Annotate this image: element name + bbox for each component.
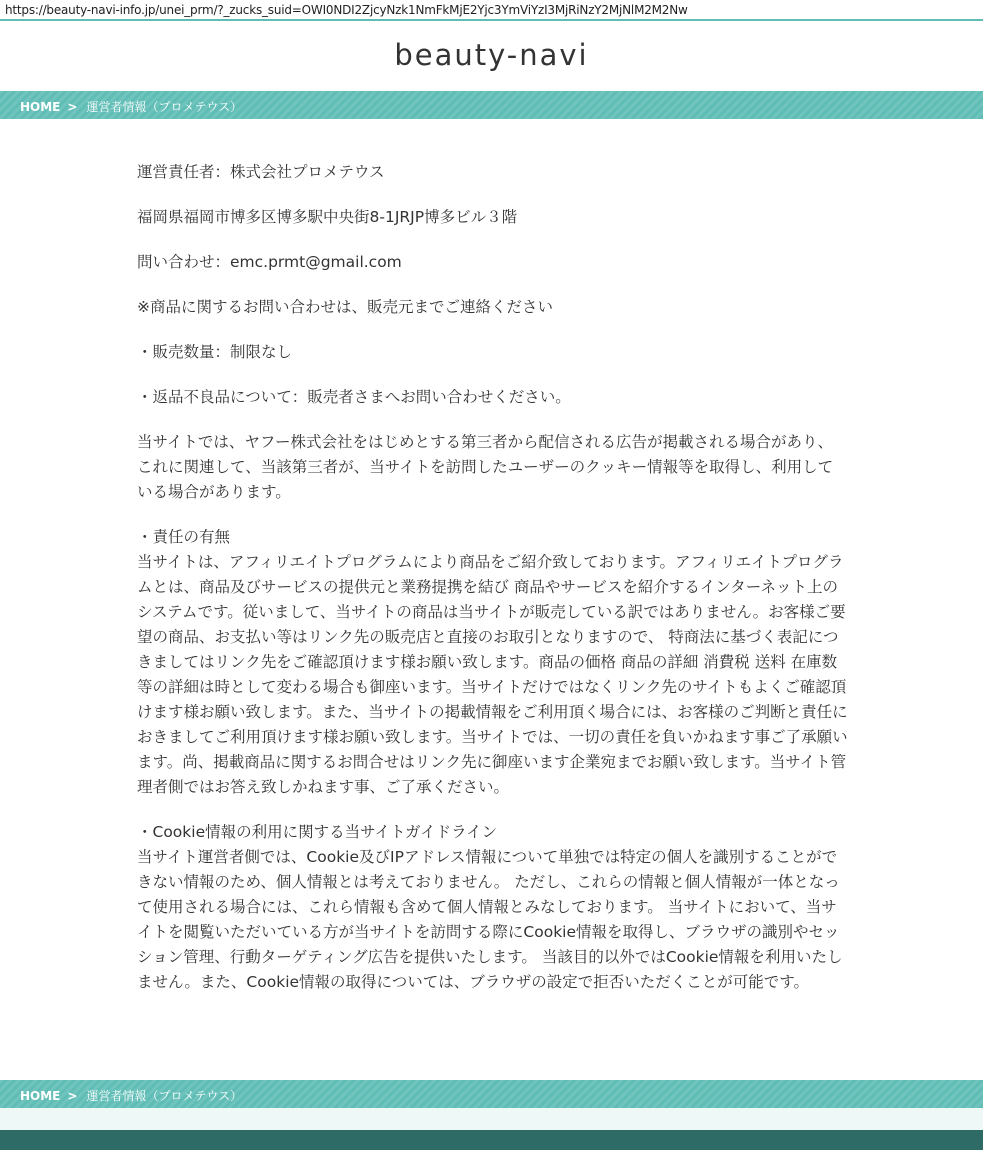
ads-paragraph: 当サイトでは、ヤフー株式会社をはじめとする第三者から配信される広告が掲載される場合があり、これに関連して、当該第三者が、当サイトを訪問したユーザーのクッキー情報等を取得し、利用している場合があります。 [137, 433, 834, 501]
footer-breadcrumb-home-link[interactable]: HOME [20, 1089, 61, 1103]
cookie-section [137, 820, 848, 995]
returns-policy: ・返品不良品について：販売者さまへお問い合わせください。 [137, 388, 571, 406]
breadcrumb [0, 91, 983, 119]
breadcrumb-current: 運営者情報（プロメテウス） [86, 100, 243, 114]
operator-name: 運営責任者：株式会社プロメテウス [137, 163, 385, 181]
sales-quantity: ・販売数量：制限なし [137, 343, 293, 361]
operator-address: 福岡県福岡市博多区博多駅中央街8-1JRJP博多ビル３階 [137, 208, 518, 226]
site-title[interactable]: beauty-navi [394, 38, 589, 72]
cookie-body: 当サイト運営者側では、Cookie及びIPアドレス情報について単独では特定の個人を識別することができない情報のため、個人情報とは考えておりません。 ただし、これらの情報と個人情報が一体となって使用される場合には、これら情報も含めて個人情報とみなしております。 当サイトにおいて、当サイトを閲覧いただいている方が当サイトを訪問する際にCookie情報を取得し、ブラウザの識別やセッション管理、行動ターゲティング広告を提供いたします。 当該目的以外ではCookie情報を利用いたしません。また、Cookie情報の取得については、ブラウザの設定で拒否いただくことが可能です。 [137, 848, 843, 991]
url-bar[interactable]: https://beauty-navi-info.jp/unei_prm/?_zucks_suid=OWI0NDI2ZjcyNzk1NmFkMjE2Yjc3YmViYzI3MjRiNzY2MjNlM2M2Nw [0, 0, 983, 21]
cookie-heading: ・Cookie情報の利用に関する当サイトガイドライン [137, 823, 498, 841]
site-footer [0, 1130, 983, 1150]
footer-breadcrumb [0, 1080, 983, 1108]
contact-email: 問い合わせ：emc.prmt@gmail.com [137, 253, 402, 271]
breadcrumb-separator: > [67, 100, 78, 114]
responsibility-heading: ・責任の有無 [137, 528, 231, 546]
responsibility-body: 当サイトは、アフィリエイトプログラムにより商品をご紹介致しております。アフィリエイトプログラムとは、商品及びサービスの提供元と業務提携を結び 商品やサービスを紹介するインターネット上のシステムです。従いまして、当サイトの商品は当サイトが販売している訳ではありません。お客様ご要望の商品、お支払い等はリンク先の販売店と直接のお取引となりますので、 特商法に基づく表記につきましてはリンク先をご確認頂けます様お願い致します。商品の価格 商品の詳細 消費税 送料 在庫数等の詳細は時として変わる場合も御座います。当サイトだけではなくリンク先のサイトもよくご確認頂けます様お願い致します。また、当サイトの掲載情報をご利用頂く場合には、お客様のご判断と責任におきましてご利用頂けます様お願い致します。当サイトでは、一切の責任を負いかねます事ご了承願います。尚、掲載商品に関するお問合せはリンク先に御座います企業宛までお願い致します。当サイト管理者側ではお答え致しかねます事、ご了承ください。 [137, 553, 848, 796]
footer-breadcrumb-separator: > [67, 1089, 78, 1103]
operator-info-content [137, 160, 848, 1015]
inquiry-notice: ※商品に関するお問い合わせは、販売元までご連絡ください [137, 298, 553, 316]
footer-breadcrumb-current: 運営者情報（プロメテウス） [86, 1089, 243, 1103]
footer-divider-band [0, 1108, 983, 1130]
breadcrumb-home-link[interactable]: HOME [20, 100, 61, 114]
responsibility-section [137, 525, 848, 800]
